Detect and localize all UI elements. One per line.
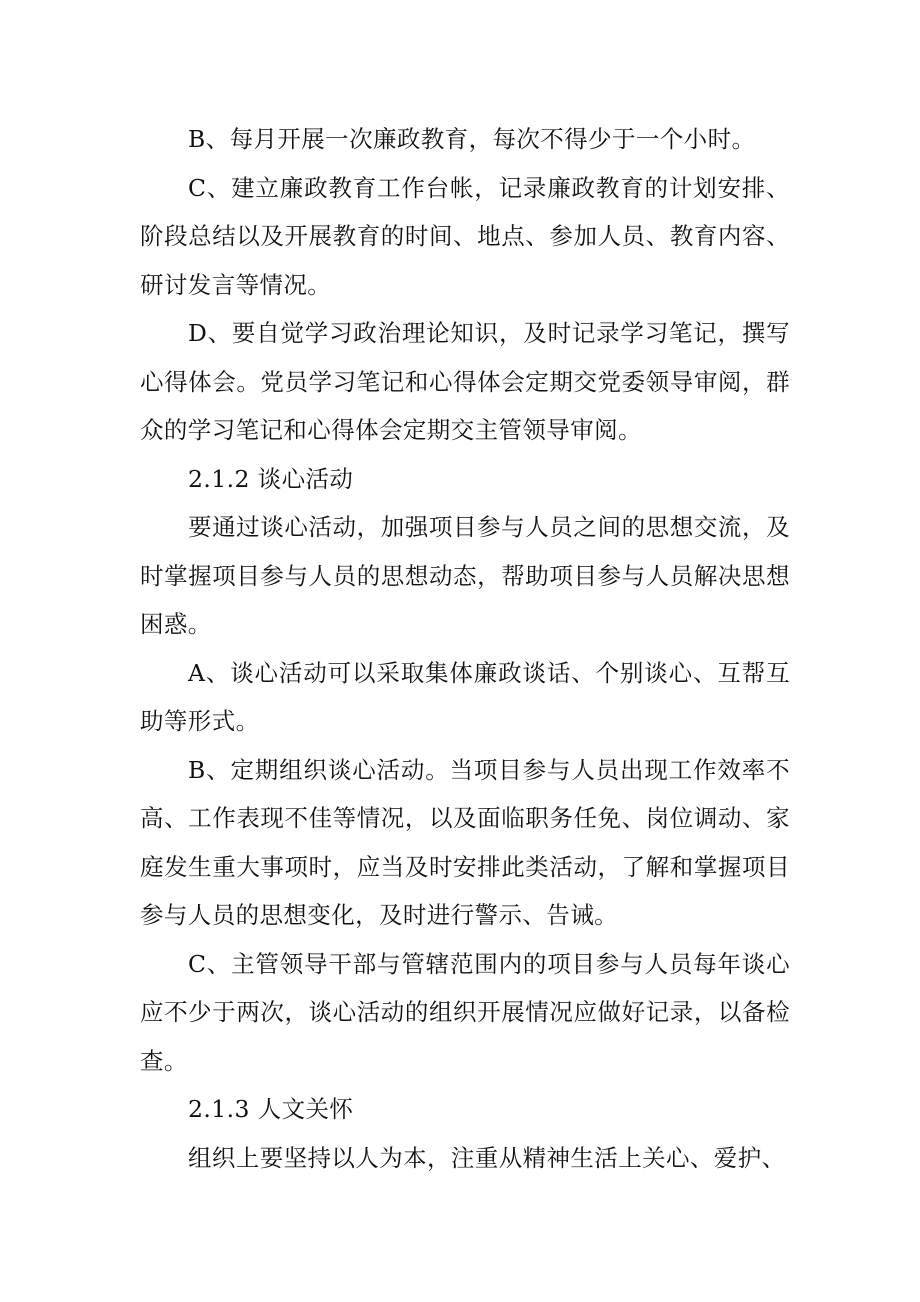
section-heading-2-1-3: 2.1.3 人文关怀 [188,1095,354,1123]
paragraph-c-leader-talks: C、主管领导干部与管辖范围内的项目参与人员每年谈心应不少于两次，谈心活动的组织开展情况应做好记录，以备检查。 [140,949,790,1075]
paragraph-a-talk-forms: A、谈心活动可以采取集体廉政谈话、个别谈心、互帮互助等形式。 [140,658,790,735]
paragraph-d-study-notes: D、要自觉学习政治理论知识，及时记录学习笔记，撰写心得体会。党员学习笔记和心得体会定期交党委领导审阅，群众的学习笔记和心得体会定期交主管领导审阅。 [140,319,790,444]
paragraph-talk-intro: 要通过谈心活动，加强项目参与人员之间的思想交流，及时掌握项目参与人员的思想动态，帮助项目参与人员解决思想困惑。 [140,513,790,638]
paragraph-c-education-ledger: C、建立廉政教育工作台帐，记录廉政教育的计划安排、阶段总结以及开展教育的时间、地点、参加人员、教育内容、研讨发言等情况。 [140,173,790,299]
paragraph-b-regular-talks: B、定期组织谈心活动。当项目参与人员出现工作效率不高、工作表现不佳等情况，以及面临职务任免、岗位调动、家庭发生重大事项时，应当及时安排此类活动，了解和掌握项目参与人员的思想变化，及时进行警示、告诫。 [140,755,790,929]
paragraph-humanistic-care: 组织上要坚持以人为本，注重从精神生活上关心、爱护、 [188,1143,786,1172]
paragraph-b-monthly-education: B、每月开展一次廉政教育，每次不得少于一个小时。 [188,125,756,153]
section-heading-2-1-2: 2.1.2 谈心活动 [188,464,354,493]
